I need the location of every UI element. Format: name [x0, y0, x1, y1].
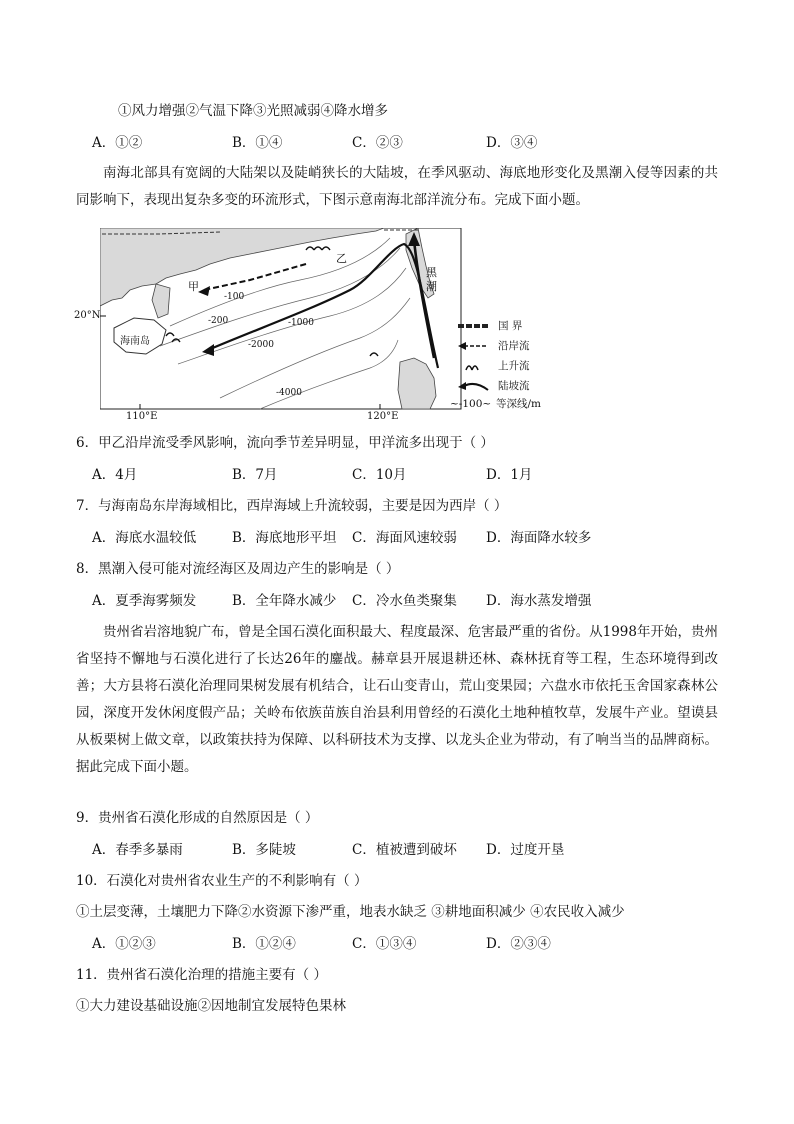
depth-label-1000: -1000 [288, 318, 314, 328]
depth-label-2000: -2000 [248, 340, 274, 350]
option-a[interactable]: A．①②③ [92, 936, 156, 952]
question-11-stem: 11．贵州省石漠化治理的措施主要有（ ） [76, 967, 327, 983]
longitude-label-110: 110°E [126, 411, 158, 422]
depth-label-4000: -4000 [276, 388, 302, 398]
option-b[interactable]: B．①④ [232, 135, 283, 151]
option-a[interactable]: A．①② [92, 135, 143, 151]
option-d[interactable]: D．1月 [486, 467, 533, 483]
question-10-items: ①土层变薄，土壤肥力下降②水资源下渗严重，地表水缺乏 ③耕地面积减少 ④农民收入减少 [76, 904, 625, 920]
intro-paragraph-guizhou: 贵州省岩溶地貌广布，曾是全国石漠化面积最大、程度最深、危害最严重的省份。从1998年开始，贵州省坚持不懈地与石漠化进行了长达26年的鏖战。赫章县开展退耕还林、森林抚育等工程，生态环境得到改善；大方县将石漠化治理同果树发展有机结合，让石山变青山，荒山变果园；六盘水市依托玉舍国家森林公园，深度开发休闲度假产品；关岭布依族苗族自治县利用曾经的石漠化土地种植牧草，发展牛产业。望谟县从板栗树上做文章，以政策扶持为保障、以科研技术为支撑、以龙头企业为带动，有了响当当的品牌商标。据此完成下面小题。 [76, 624, 718, 775]
slope-current-icon [456, 378, 492, 394]
yi-label: 乙 [336, 252, 347, 265]
option-c[interactable]: C．②③ [352, 135, 403, 151]
question-9-stem: 9．贵州省石漠化形成的自然原因是（ ） [76, 810, 319, 826]
option-d[interactable]: D．海水蒸发增强 [486, 593, 592, 609]
hainan-label: 海南岛 [120, 336, 150, 347]
depth-label-200: -200 [208, 316, 229, 326]
isobath-icon: ~-100~ [450, 398, 492, 410]
intro-paragraph-south-china-sea: 南海北部具有宽阔的大陆架以及陡峭狭长的大陆坡，在季风驱动、海底地形变化及黑潮入侵等因素的共同影响下，表现出复杂多变的环流形式，下图示意南海北部洋流分布。完成下面小题。 [76, 165, 718, 208]
option-c[interactable]: C．植被遭到破坏 [352, 842, 457, 858]
question-6-stem: 6．甲乙沿岸流受季风影响，流向季节差异明显，甲洋流多出现于（ ） [76, 435, 494, 451]
question-10-stem: 10．石漠化对贵州省农业生产的不利影响有（ ） [76, 873, 368, 889]
prev-question-items: ①风力增强②气温下降③光照减弱④降水增多 [118, 103, 388, 119]
option-d[interactable]: D．③④ [486, 135, 538, 151]
option-c[interactable]: C．海面风速较弱 [352, 530, 457, 546]
option-b[interactable]: B．7月 [232, 467, 278, 483]
option-c[interactable]: C．冷水鱼类聚集 [352, 593, 457, 609]
border-line-icon [456, 318, 492, 334]
option-b[interactable]: B．①②④ [232, 936, 296, 952]
option-a[interactable]: A．4月 [92, 467, 138, 483]
option-a[interactable]: A．春季多暴雨 [92, 842, 183, 858]
longitude-label-120: 120°E [367, 411, 399, 422]
latitude-label: 20°N [74, 310, 101, 321]
option-c[interactable]: C．10月 [352, 467, 407, 483]
question-7-stem: 7．与海南岛东岸海域相比，西岸海域上升流较弱，主要是因为西岸（ ） [76, 498, 508, 514]
option-a[interactable]: A．夏季海雾频发 [92, 593, 197, 609]
option-d[interactable]: D．②③④ [486, 936, 551, 952]
upwelling-icon [456, 358, 492, 374]
jia-label: 甲 [188, 280, 199, 293]
option-d[interactable]: D．过度开垦 [486, 842, 565, 858]
option-b[interactable]: B．多陡坡 [232, 842, 296, 858]
option-d[interactable]: D．海面降水较多 [486, 530, 592, 546]
map-svg [100, 228, 462, 410]
option-b[interactable]: B．海底地形平坦 [232, 530, 337, 546]
option-b[interactable]: B．全年降水减少 [232, 593, 337, 609]
question-11-items: ①大力建设基础设施②因地制宜发展特色果林 [76, 998, 346, 1014]
kuroshio-label: 黑潮 [426, 266, 437, 293]
coastal-current-icon [456, 338, 492, 354]
question-8-stem: 8．黑潮入侵可能对流经海区及周边产生的影响是（ ） [76, 561, 400, 577]
south-china-sea-current-map [100, 228, 462, 414]
option-c[interactable]: C．①③④ [352, 936, 417, 952]
option-a[interactable]: A．海底水温较低 [92, 530, 197, 546]
depth-label-100: -100 [224, 292, 245, 302]
